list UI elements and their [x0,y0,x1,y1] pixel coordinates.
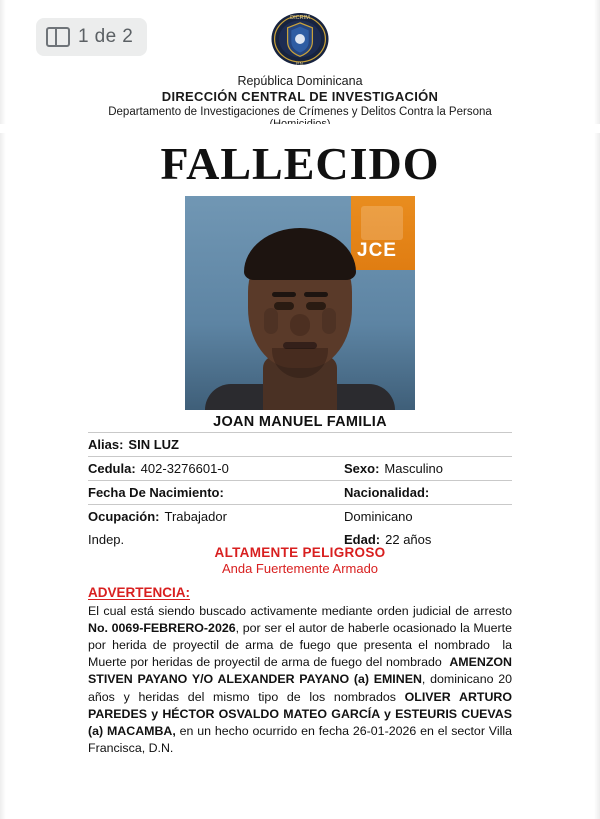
danger-line-1: ALTAMENTE PELIGROSO [214,545,386,560]
photo-brow-right [304,292,328,297]
alias-value: SIN LUZ [128,437,179,452]
photo-hair [244,228,356,280]
photo-face [225,220,375,410]
photo-eye-right [306,302,326,310]
photo-nose [290,314,310,336]
nacionalidad-value-2: Dominicano [344,509,413,524]
subject-details [88,432,512,551]
ocupacion-value-2: Indep. [88,532,125,547]
svg-text:P.N.: P.N. [296,61,304,67]
ocupacion-value: Trabajador [164,509,227,524]
nacionalidad-label: Nacionalidad: [344,485,430,500]
alias-label: Alias: [88,437,124,452]
page-counter-label: 1 de 2 [78,26,134,47]
jce-badge-label: JCE [357,240,397,261]
cedula-value: 402-3276601-0 [140,461,229,476]
edad-label: Edad: [344,532,381,547]
danger-line-2: Anda Fuertemente Armado [221,561,379,576]
header-country: República Dominicana [237,74,363,88]
header-clip-strip [0,124,600,133]
header-department: Departamento de Investigaciones de Crímenes y Delitos Contra la Persona [108,106,492,118]
warning-title: ADVERTENCIA: [88,585,191,600]
pages-icon [46,27,70,47]
cedula-field [88,461,300,476]
svg-text:DICRIM: DICRIM [290,15,310,22]
photo-brow-left [272,292,296,297]
photo-eye-left [274,302,294,310]
warning-section [88,585,512,757]
header-agency: DIRECCIÓN CENTRAL DE INVESTIGACIÓN [161,89,439,104]
detail-row-cedula-sexo [88,456,512,480]
detail-row-nacimiento-nacionalidad [88,480,512,504]
nacimiento-field [88,485,300,500]
danger-notice [0,545,600,576]
detail-row-alias [88,432,512,456]
document-header [0,74,600,130]
edad-value: 22 años [385,532,432,547]
sexo-field [300,461,512,476]
ocupacion-label: Ocupación: [88,509,160,524]
cedula-label: Cedula: [88,461,136,476]
page-counter-badge[interactable] [36,18,147,56]
sexo-label: Sexo: [344,461,380,476]
photo-ear-right [322,308,336,334]
sexo-value: Masculino [384,461,443,476]
nacionalidad-field [300,485,512,500]
ocupacion-field [88,509,300,524]
page-title: FALLECIDO [160,138,440,189]
nacimiento-label: Fecha De Nacimiento: [88,485,224,500]
alias-field [88,437,512,452]
dicrim-seal-icon [269,8,331,70]
subject-full-name: JOAN MANUEL FAMILIA [213,414,387,430]
nacionalidad-value-2-field [300,509,512,524]
warning-body: El cual está siendo buscado activamente mediante orden judicial de arresto No. 0069-FEBRERO-2026, por ser el autor de haberle ocasionado la Muerte por herida de proyectil de arma de fuego que presenta el nombrado la Muerte por heridas de proyectil de arma de fuego del nombrado AMENZON STIVEN PAYANO Y/O ALEXANDER PAYANO (a) EMINEN, dominicano 20 años y heridas del mismo tipo de los nombrados OLIVER ARTURO PAREDES y HÉCTOR OSVALDO MATEO GARCÍA y ESTEURIS CUEVAS (a) MACAMBA, en un hecho ocurrido en fecha 26-01-2026 en el sector Villa Francisca, D.N. [88,604,512,755]
subject-photo [185,196,415,410]
detail-row-ocupacion [88,504,512,528]
photo-ear-left [264,308,278,334]
